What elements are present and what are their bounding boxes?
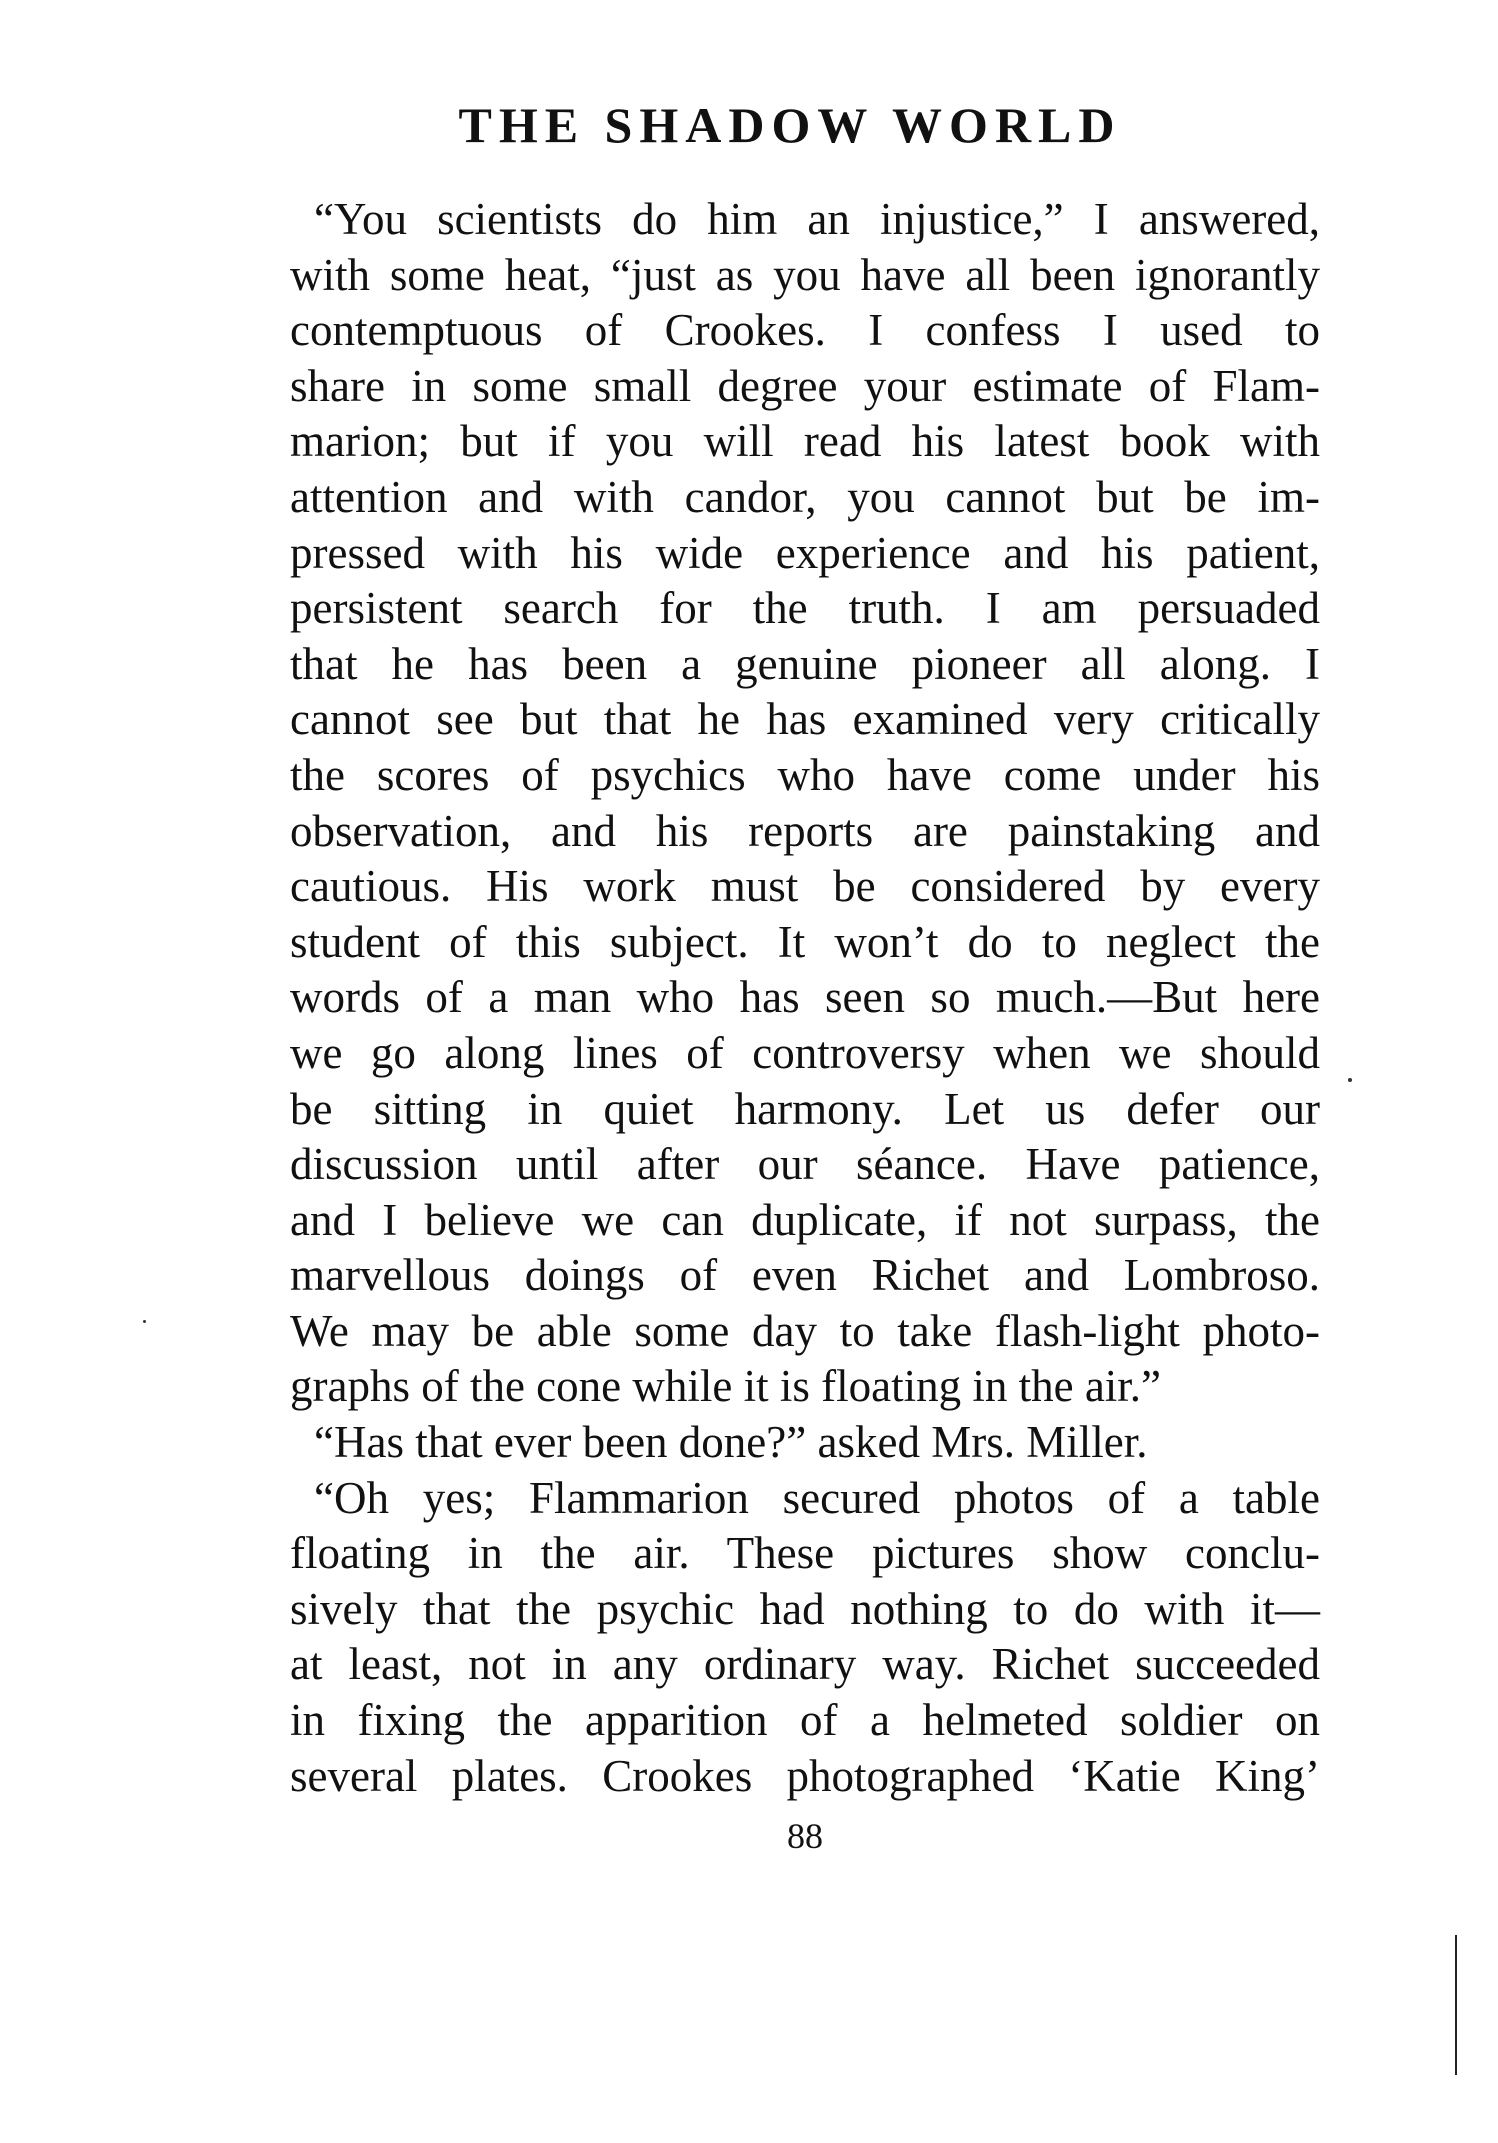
text-line: marvellous doings of even Richet and Lombroso. [290, 1250, 1320, 1301]
scan-speck [143, 1320, 146, 1323]
text-line: we go along lines of controversy when we should [290, 1027, 1320, 1078]
text-line: with some heat, “just as you have all been ignorantly [290, 249, 1320, 300]
text-line: that he has been a genuine pioneer all along. I [290, 638, 1320, 689]
text-line: words of a man who has seen so much.—But here [290, 972, 1320, 1023]
text-line: “You scientists do him an injustice,” I answered, [314, 194, 1320, 244]
text-line: the scores of psychics who have come under his [290, 749, 1320, 800]
text-line: “Oh yes; Flammarion secured photos of a table [314, 1472, 1320, 1523]
text-line: graphs of the cone while it is floating in the air.” [290, 1361, 1162, 1412]
text-line: share in some small degree your estimate of Flam- [290, 360, 1320, 411]
text-line: marion; but if you will read his latest book with [290, 416, 1320, 467]
body-text [290, 192, 1320, 1804]
text-line: attention and with candor, you cannot but be im- [290, 471, 1320, 522]
text-line: in fixing the apparition of a helmeted soldier on [290, 1695, 1320, 1746]
text-line: “Has that ever been done?” asked Mrs. Miller. [314, 1417, 1148, 1468]
text-line: pressed with his wide experience and his patient, [290, 527, 1320, 578]
text-line: several plates. Crookes photographed ‘Katie King’ [290, 1750, 1320, 1801]
page-number: 88 [787, 1816, 823, 1856]
scan-edge-mark [1455, 1935, 1457, 2075]
text-line: contemptuous of Crookes. I confess I used to [290, 305, 1320, 356]
text-line: at least, not in any ordinary way. Richet succeeded [290, 1639, 1320, 1690]
text-line: We may be able some day to take flash-light photo- [290, 1305, 1320, 1356]
text-line: observation, and his reports are painstaking and [290, 805, 1320, 856]
text-line: and I believe we can duplicate, if not surpass, the [290, 1194, 1320, 1245]
scan-speck [1348, 1078, 1352, 1082]
text-line: cannot see but that he has examined very critically [290, 694, 1320, 745]
text-line: be sitting in quiet harmony. Let us defer our [290, 1083, 1320, 1134]
text-line: sively that the psychic had nothing to do with it— [290, 1583, 1320, 1634]
text-line: student of this subject. It won’t do to neglect the [290, 916, 1320, 967]
text-line: persistent search for the truth. I am persuaded [290, 583, 1320, 634]
text-line: cautious. His work must be considered by every [290, 861, 1320, 912]
text-line: discussion until after our séance. Have patience, [290, 1139, 1320, 1190]
text-line: floating in the air. These pictures show conclu- [290, 1528, 1320, 1579]
running-title: THE SHADOW WORLD [458, 97, 1122, 153]
